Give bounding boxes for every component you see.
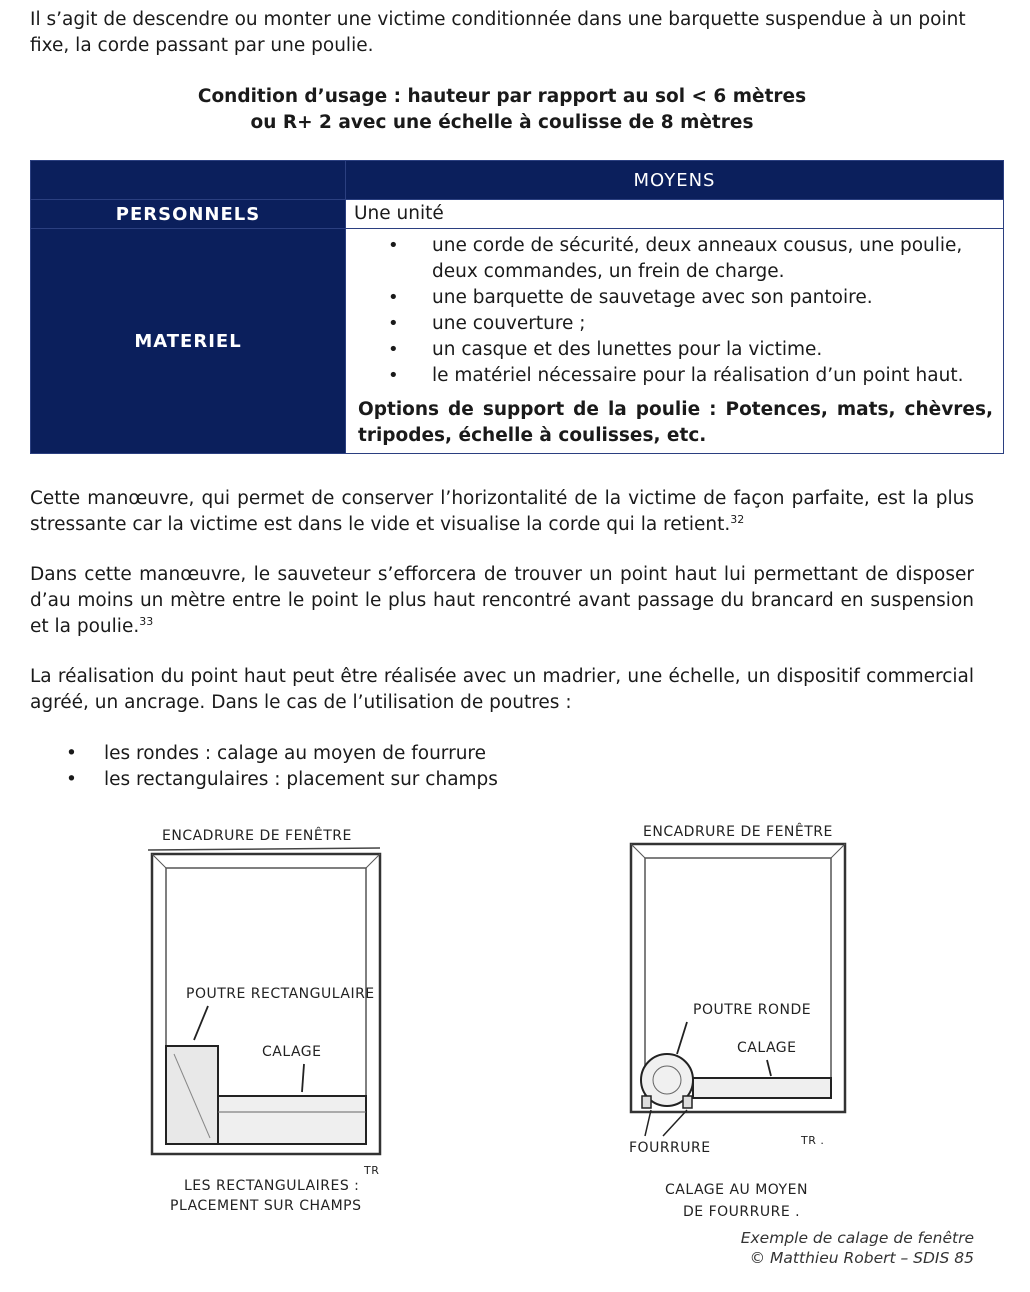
table-header-moyens: MOYENS (346, 161, 1004, 200)
sketch-frame-label: ENCADRURE DE FENÊTRE (162, 828, 352, 844)
figure-caption-line1: Exemple de calage de fenêtre (740, 1229, 974, 1247)
materiel-list (346, 229, 1003, 389)
sketch-wedge-label: CALAGE (262, 1044, 322, 1060)
paragraph-high-point (30, 562, 974, 640)
list-item: • le matériel nécessaire pour la réalisation d’un point haut. (432, 363, 993, 389)
sketch-caption-line2: DE FOURRURE . (683, 1204, 801, 1220)
row-label-personnels: PERSONNELS (31, 200, 346, 229)
sketch-initials: TR (364, 1164, 380, 1177)
usage-condition (30, 84, 974, 136)
list-item: • une corde de sécurité, deux anneaux cousus, une poulie, deux commandes, un frein de charge. (432, 233, 993, 285)
sketch-rectangular-drawing (130, 822, 400, 1222)
means-table (30, 160, 1004, 454)
paragraph-beams: La réalisation du point haut peut être réalisée avec un madrier, une échelle, un dispositif commercial agréé, un ancrage. Dans le cas de l’utilisation de poutres : (30, 666, 974, 713)
sketch-wedge-label: CALAGE (737, 1040, 797, 1056)
sketch-caption-line1: LES RECTANGULAIRES : (184, 1178, 360, 1194)
sketch-fur-label: FOURRURE (629, 1140, 711, 1156)
personnels-value: Une unité (346, 200, 1004, 229)
table-header-empty (31, 161, 346, 200)
sketch-caption-line1: CALAGE AU MOYEN (665, 1182, 808, 1198)
sketch-initials: TR . (801, 1134, 825, 1147)
list-item: • un casque et des lunettes pour la victime. (432, 337, 993, 363)
pulley-support-options: Options de support de la poulie : Potences, mats, chèvres, tripodes, échelle à coulisses, etc. (358, 399, 993, 446)
figure-caption-line2: © Matthieu Robert – SDIS 85 (749, 1249, 974, 1267)
sketch-round-beam (615, 818, 855, 1230)
sketch-beam-label: POUTRE RECTANGULAIRE (186, 986, 375, 1002)
sketch-rectangular-beam (130, 822, 400, 1222)
row-label-materiel: MATERIEL (31, 229, 346, 454)
beam-list (30, 741, 498, 793)
sketch-caption-line2: PLACEMENT SUR CHAMPS (170, 1198, 362, 1214)
list-item: • les rectangulaires : placement sur champs (30, 767, 498, 793)
list-item: • une barquette de sauvetage avec son pantoire. (432, 285, 993, 311)
sketch-frame-label: ENCADRURE DE FENÊTRE (643, 824, 833, 840)
sketch-beam-label: POUTRE RONDE (693, 1002, 812, 1018)
paragraph-text: Dans cette manœuvre, le sauveteur s’efforcera de trouver un point haut lui permettant de disposer d’au moins un mètre entre le point le plus haut rencontré avant passage du brancard en suspension et la poulie. (30, 564, 974, 637)
footnote-ref: 33 (139, 615, 154, 628)
list-item: • les rondes : calage au moyen de fourrure (30, 741, 498, 767)
list-item: • une couverture ; (432, 311, 993, 337)
paragraph-text: Cette manœuvre, qui permet de conserver l’horizontalité de la victime de façon parfaite, est la plus stressante car la victime est dans le vide et visualise la corde qui la retient. (30, 488, 974, 535)
footnote-ref: 32 (730, 513, 745, 526)
usage-condition-line1: Condition d’usage : hauteur par rapport au sol < 6 mètres (197, 86, 807, 107)
figure-caption (741, 1228, 974, 1268)
intro-paragraph: Il s’agit de descendre ou monter une victime conditionnée dans une barquette suspendue à un point fixe, la corde passant par une poulie. (30, 9, 966, 56)
sketch-round-drawing (615, 818, 855, 1230)
materiel-cell (346, 229, 1004, 454)
paragraph-horizontality (30, 486, 974, 538)
usage-condition-line2: ou R+ 2 avec une échelle à coulisse de 8 mètres (250, 112, 754, 133)
